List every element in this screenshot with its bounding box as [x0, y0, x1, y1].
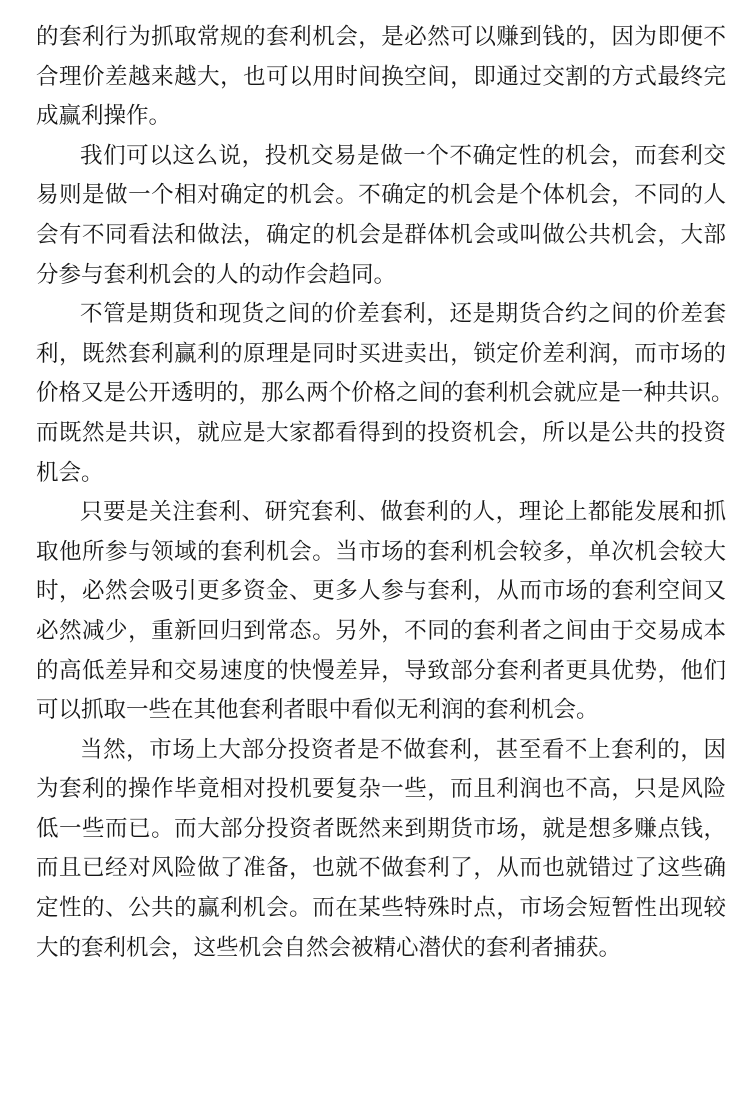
text-line: 当然，市场上大部分投资者是不做套利，甚至看不上套利的，因 — [80, 736, 726, 763]
text-line: 价格又是公开透明的，那么两个价格之间的套利机会就应是一种共识。 — [36, 380, 734, 407]
paragraph-2 — [36, 137, 726, 295]
paragraph-1 — [36, 18, 726, 137]
text-line: 我们可以这么说，投机交易是做一个不确定性的机会，而套利交 — [80, 142, 726, 169]
text-line: 低一些而已。而大部分投资者既然来到期货市场，就是想多赚点钱， — [36, 815, 726, 842]
text-line: 会有不同看法和做法，确定的机会是群体机会或叫做公共机会，大部 — [36, 221, 726, 248]
text-line: 成赢利操作。 — [36, 103, 172, 130]
paragraph-4 — [36, 493, 726, 731]
text-line: 取他所参与领域的套利机会。当市场的套利机会较多，单次机会较大 — [36, 538, 726, 565]
text-line: 可以抓取一些在其他套利者眼中看似无利润的套利机会。 — [36, 697, 599, 724]
text-line: 定性的、公共的赢利机会。而在某些特殊时点，市场会短暂性出现较 — [36, 895, 726, 922]
text-line: 时，必然会吸引更多资金、更多人参与套利，从而市场的套利空间又 — [36, 578, 726, 605]
text-line: 不管是期货和现货之间的价差套利，还是期货合约之间的价差套 — [80, 301, 726, 328]
body-text — [36, 18, 734, 968]
text-line: 分参与套利机会的人的动作会趋同。 — [36, 261, 397, 288]
paragraph-5 — [36, 731, 726, 969]
text-line: 合理价差越来越大，也可以用时间换空间，即通过交割的方式最终完 — [36, 63, 726, 90]
text-line: 而且已经对风险做了准备，也就不做套利了，从而也就错过了这些确 — [36, 855, 726, 882]
text-line: 为套利的操作毕竟相对投机要复杂一些，而且利润也不高，只是风险 — [36, 776, 726, 803]
text-line: 而既然是共识，就应是大家都看得到的投资机会，所以是公共的投资 — [36, 419, 726, 446]
text-line: 易则是做一个相对确定的机会。不确定的机会是个体机会，不同的人 — [36, 182, 726, 209]
text-line: 机会。 — [36, 459, 104, 486]
text-line: 的高低差异和交易速度的快慢差异，导致部分套利者更具优势，他们 — [36, 657, 726, 684]
text-line: 只要是关注套利、研究套利、做套利的人，理论上都能发展和抓 — [80, 499, 726, 526]
text-line: 利，既然套利赢利的原理是同时买进卖出，锁定价差利润，而市场的 — [36, 340, 726, 367]
text-line: 必然减少，重新回归到常态。另外，不同的套利者之间由于交易成本 — [36, 617, 726, 644]
text-line: 大的套利机会，这些机会自然会被精心潜伏的套利者捕获。 — [36, 934, 622, 961]
text-line: 的套利行为抓取常规的套利机会，是必然可以赚到钱的，因为即便不 — [36, 24, 726, 50]
paragraph-3 — [36, 295, 734, 493]
